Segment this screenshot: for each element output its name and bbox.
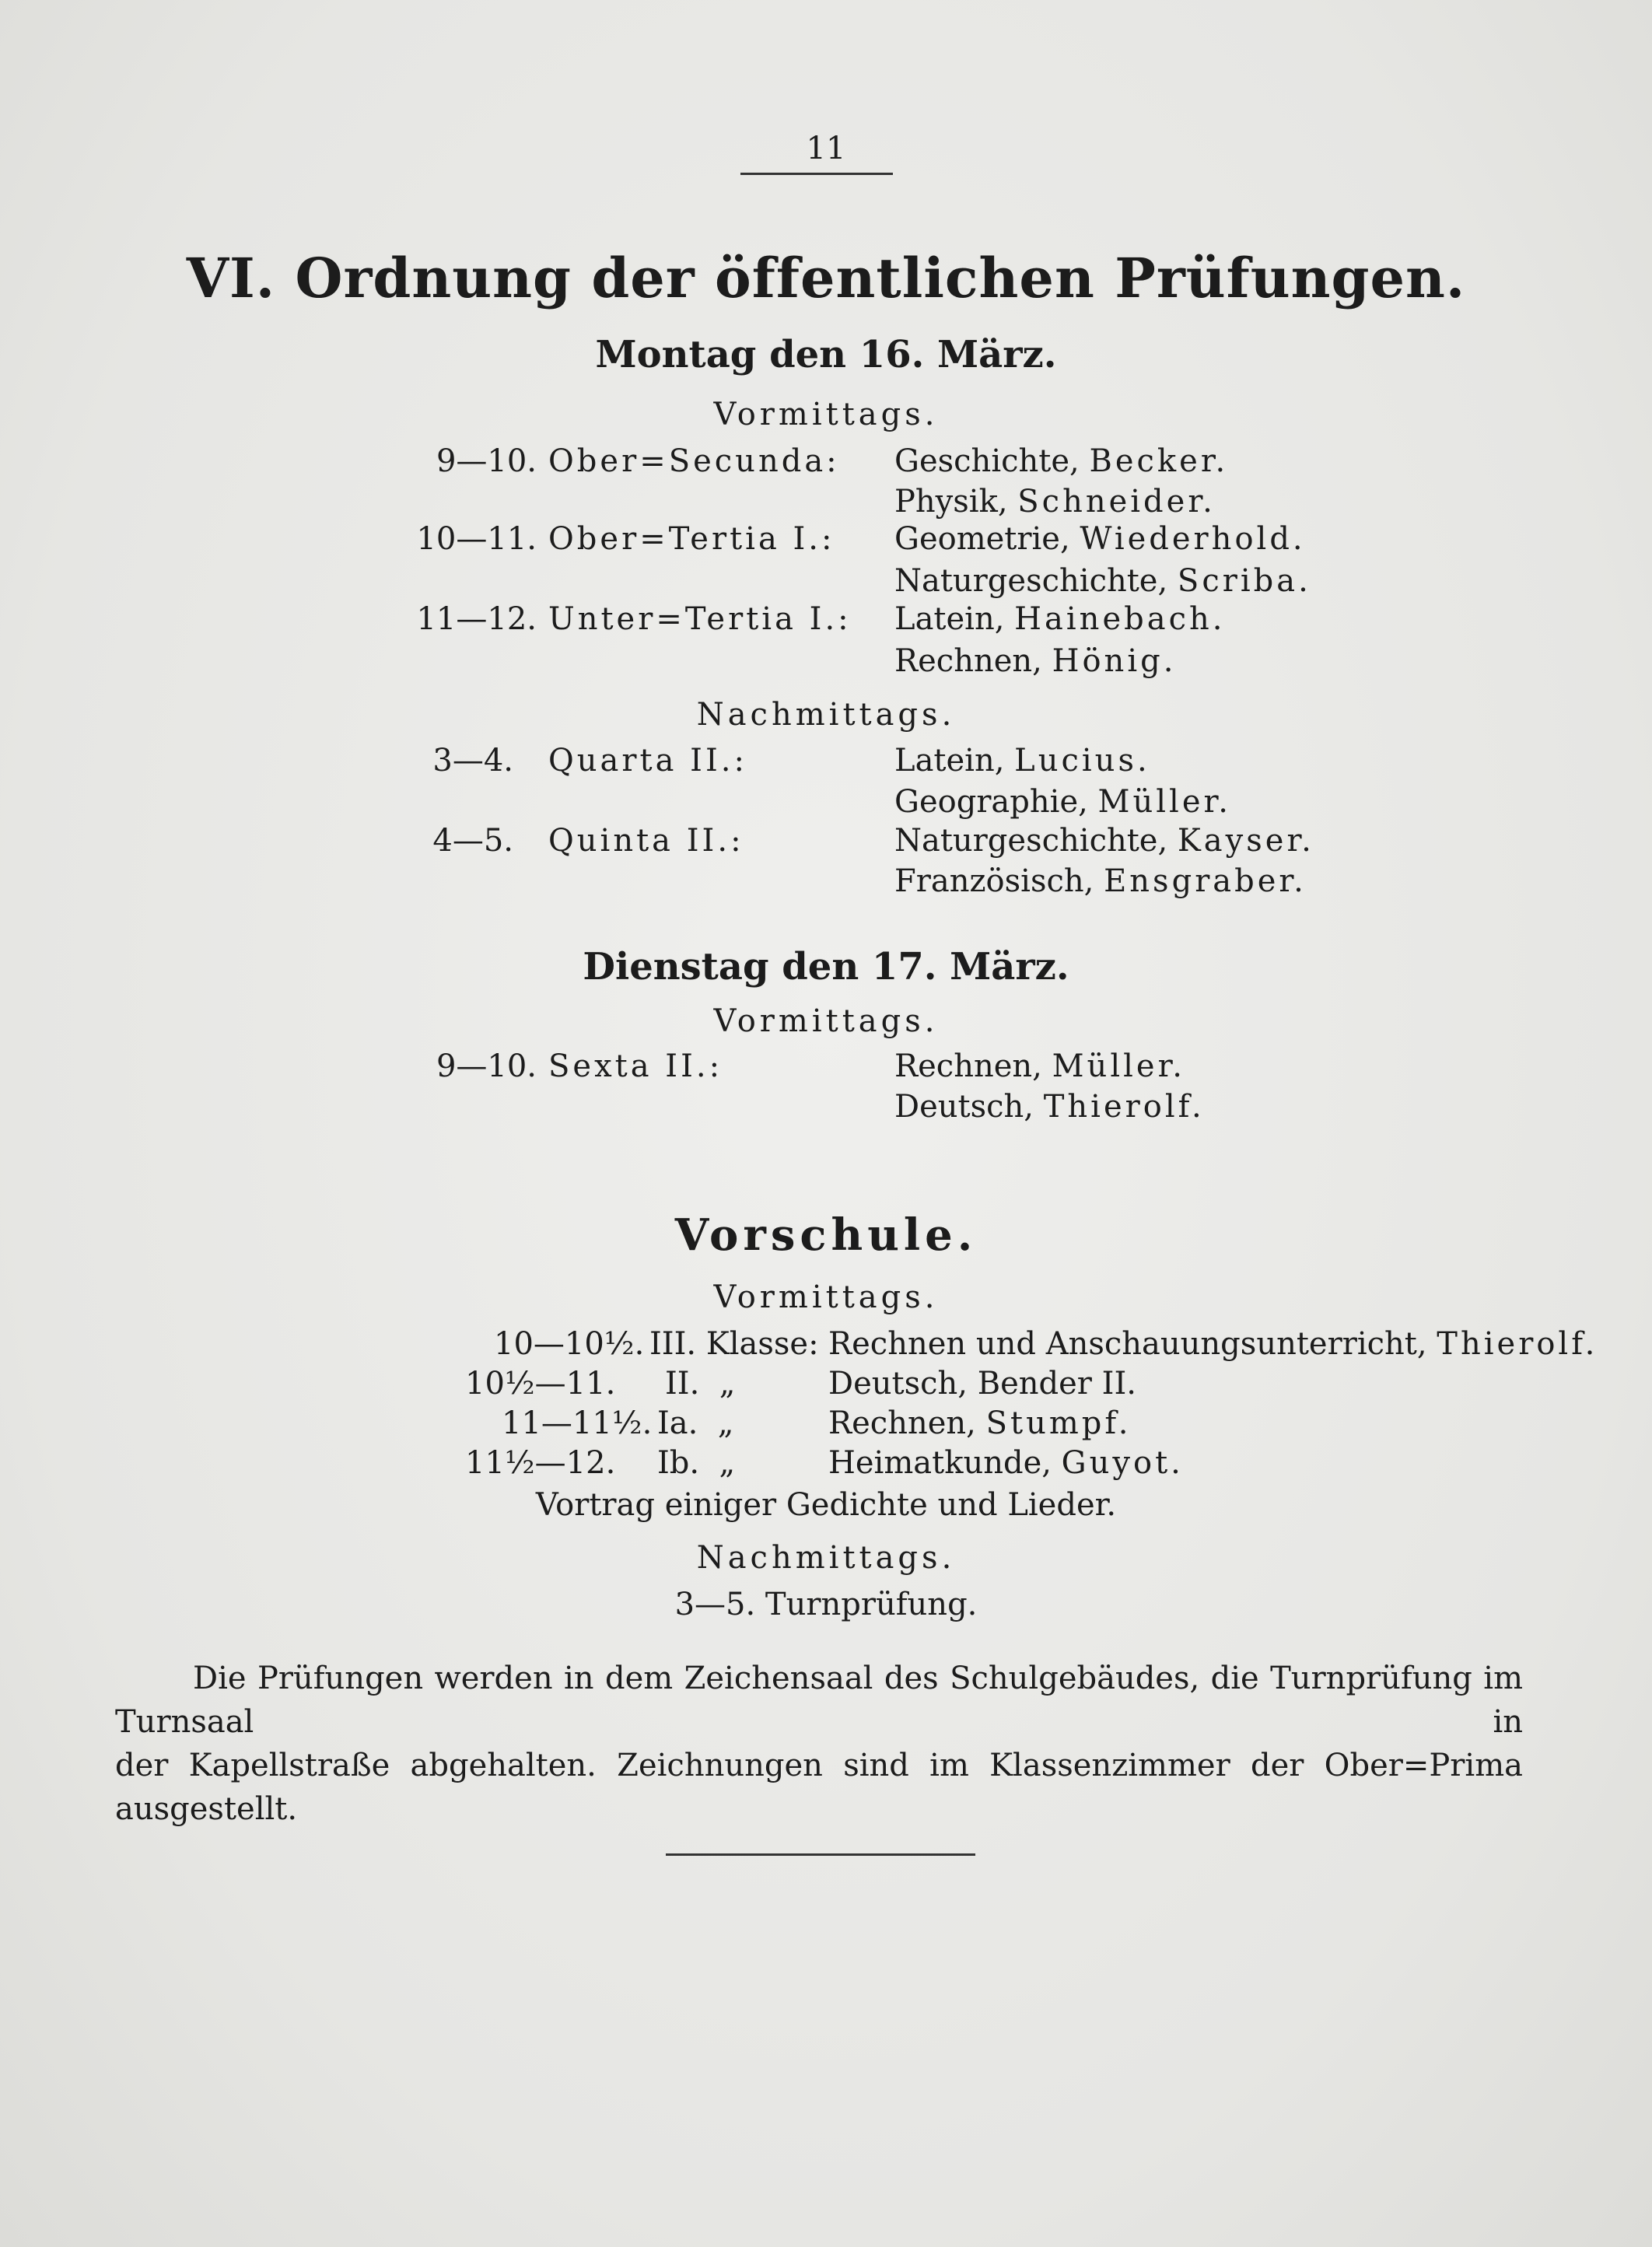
vorschule-morning-label: Vormittags. <box>713 1279 939 1315</box>
schedule-time: 4—5. <box>432 823 513 859</box>
schedule-time: 10—11. <box>416 521 537 557</box>
vorschule-recital: Vortrag einiger Gedichte und Lieder. <box>535 1487 1117 1523</box>
vorschule-entry: Heimatkunde, Guyot. <box>828 1445 1184 1481</box>
vorschule-time: 11—11½. <box>502 1405 653 1441</box>
schedule-class: Quarta II.: <box>548 743 747 779</box>
schedule-subject-entry: Latein, Hainebach. <box>894 601 1226 637</box>
schedule-time: 9—10. <box>436 1048 537 1084</box>
vorschule-time: 10½—11. <box>465 1366 616 1402</box>
monday-heading: Montag den 16. März. <box>595 333 1057 376</box>
schedule-subject-entry: Naturgeschichte, Kayser. <box>894 823 1314 859</box>
vorschule-afternoon-item: 3—5. Turnprüfung. <box>674 1587 978 1622</box>
schedule-time: 11—12. <box>416 601 537 637</box>
vorschule-class: III. Klasse: <box>649 1326 819 1362</box>
schedule-subject-entry: Deutsch, Thierolf. <box>894 1089 1205 1125</box>
vorschule-time: 10—10½. <box>494 1326 645 1362</box>
schedule-class: Ober=Tertia I.: <box>548 521 835 557</box>
vorschule-entry: Rechnen und Anschauungsunterricht, Thierolf. <box>828 1326 1598 1362</box>
closing-note-line: Die Prüfungen werden in dem Zeichensaal des Schulgebäudes, die Turnprüfung im Turnsaal in <box>115 1661 1523 1740</box>
schedule-time: 9—10. <box>436 443 537 479</box>
schedule-time: 3—4. <box>432 743 513 779</box>
schedule-subject-entry: Geographie, Müller. <box>894 784 1231 820</box>
monday-afternoon-label: Nachmittags. <box>696 697 956 733</box>
vorschule-entry: Rechnen, Stumpf. <box>828 1405 1132 1441</box>
schedule-subject-entry: Geometrie, Wiederhold. <box>894 521 1306 557</box>
closing-note <box>115 1657 1523 1831</box>
schedule-subject-entry: Rechnen, Hönig. <box>894 643 1177 679</box>
tuesday-morning-label: Vormittags. <box>713 1003 939 1039</box>
vorschule-entry: Deutsch, Bender II. <box>828 1366 1136 1402</box>
vorschule-class: Ib. „ <box>657 1445 736 1481</box>
schedule-subject-entry: Latein, Lucius. <box>894 743 1150 779</box>
header-rule <box>740 173 893 175</box>
monday-morning-label: Vormittags. <box>713 397 939 432</box>
schedule-class: Unter=Tertia I.: <box>548 601 852 637</box>
vorschule-time: 11½—12. <box>465 1445 616 1481</box>
footer-rule <box>666 1853 975 1856</box>
closing-note-line: der Kapellstraße abgehalten. Zeichnungen sind im Klassenzimmer der Ober=Prima ausgestellt. <box>115 1748 1523 1827</box>
vorschule-class: II. „ <box>665 1366 736 1402</box>
schedule-subject-entry: Französisch, Ensgraber. <box>894 863 1307 899</box>
tuesday-heading: Dienstag den 17. März. <box>583 945 1069 989</box>
vorschule-afternoon-label: Nachmittags. <box>696 1540 956 1576</box>
schedule-subject-entry: Rechnen, Müller. <box>894 1048 1186 1084</box>
schedule-class: Quinta II.: <box>548 823 744 859</box>
schedule-class: Ober=Secunda: <box>548 443 840 479</box>
page-number: 11 <box>806 131 846 166</box>
page-title: VI. Ordnung der öffentlichen Prüfungen. <box>186 246 1466 310</box>
vorschule-class: Ia. „ <box>657 1405 734 1441</box>
schedule-subject-entry: Physik, Schneider. <box>894 484 1216 520</box>
vorschule-heading: Vorschule. <box>674 1209 978 1261</box>
schedule-subject-entry: Geschichte, Becker. <box>894 443 1229 479</box>
schedule-class: Sexta II.: <box>548 1048 723 1084</box>
schedule-subject-entry: Naturgeschichte, Scriba. <box>894 563 1311 599</box>
